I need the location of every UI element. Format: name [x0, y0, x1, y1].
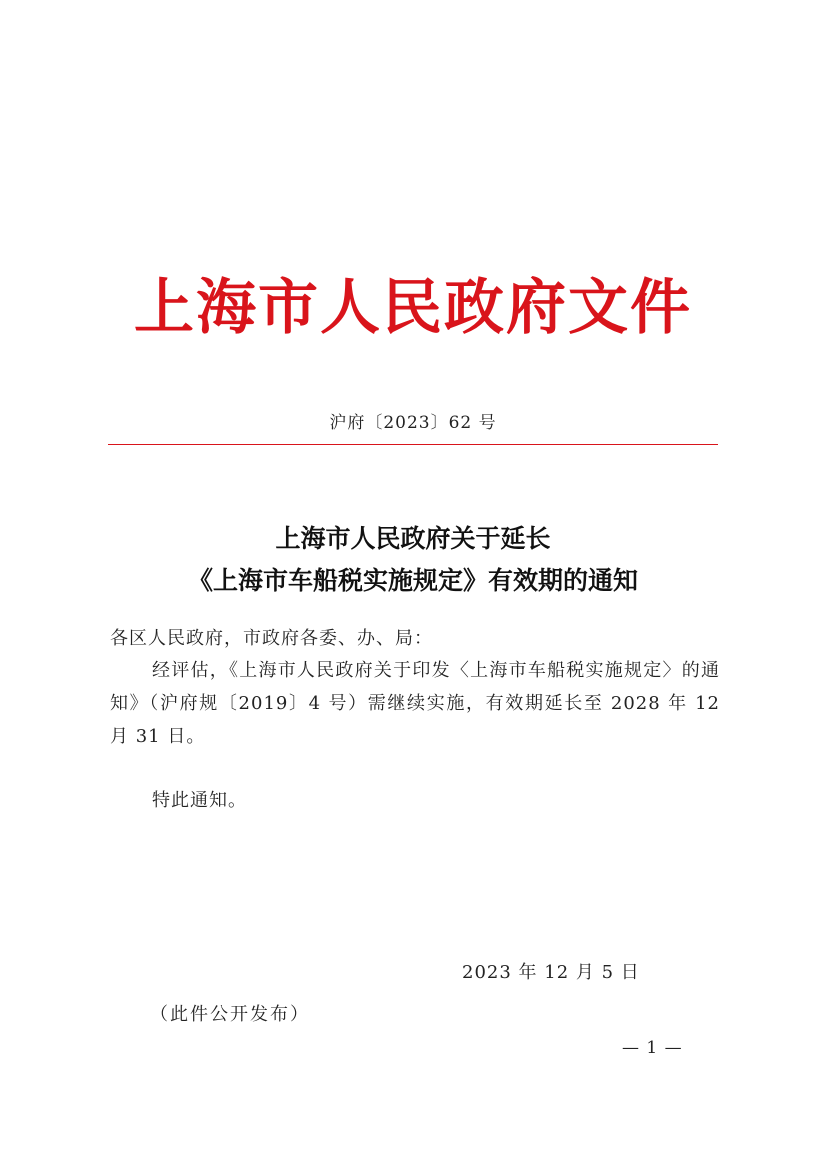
title-line-1: 上海市人民政府关于延长 [275, 524, 551, 553]
page-number: — 1 — [622, 1038, 683, 1058]
document-title [0, 518, 826, 602]
body-paragraph: 经评估，《上海市人民政府关于印发〈上海市车船税实施规定〉的通知》（沪府规〔2019〕4 号）需继续实施，有效期延长至 2028 年 12 月 31 日。 [110, 660, 720, 747]
publish-note: （此件公开发布） [150, 1004, 310, 1025]
header-divider [108, 444, 718, 445]
title-line-2: 《上海市车船税实施规定》有效期的通知 [187, 566, 638, 595]
issuer-header: 上海市人民政府文件 [134, 273, 692, 343]
closing-line: 特此通知。 [152, 790, 247, 811]
document-number: 沪府〔2023〕62 号 [329, 413, 497, 433]
salutation: 各区人民政府，市政府各委、办、局： [110, 628, 433, 649]
issue-date: 2023 年 12 月 5 日 [462, 962, 640, 983]
